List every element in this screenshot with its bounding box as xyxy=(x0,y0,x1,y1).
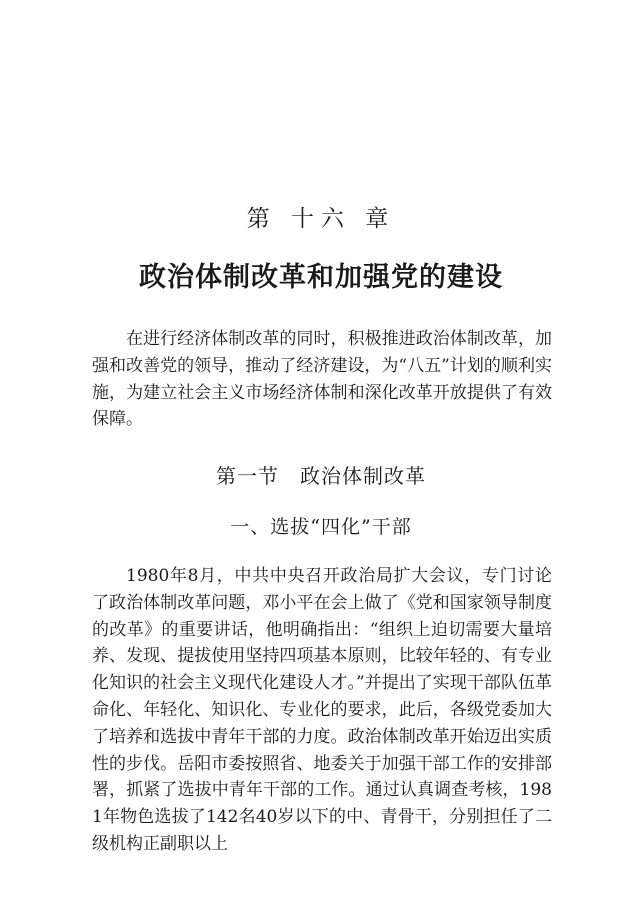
chapter-intro-paragraph: 在进行经济体制改革的同时，积极推进政治体制改革，加强和改善党的领导，推动了经济建设，为“八五”计划的顺利实施，为建立社会主义市场经济体制和深化改革开放提供了有效保障。 xyxy=(92,329,552,430)
subsection-title: 一、选拔“四化”干部 xyxy=(230,516,412,538)
chapter-title: 政治体制改革和加强党的建设 xyxy=(139,262,503,293)
section-title: 第一节 政治体制改革 xyxy=(216,464,426,488)
body-paragraph: 1980年8月，中共中央召开政治局扩大会议，专门讨论了政治体制改革问题，邓小平在会上做了《党和国家领导制度的改革》的重要讲话，他明确指出：“组织上迫切需要大量培养、发现、提拔使用坚持四项基本原则，比较年轻的、有专业化知识的社会主义现代化建设人才。”并提出了实现干部队伍革命化、年轻化、知识化、专业化的要求，此后，各级党委加大了培养和选拔中青年干部的力度。政治体制改革开始迈出实质性的步伐。岳阳市委按照省、地委关于加强干部工作的安排部署，抓紧了选拔中青年干部的工作。通过认真调查考核，1981年物色选拔了142名40岁以下的中、青骨干，分别担任了二级机构正副职以上 xyxy=(92,566,552,854)
chapter-number: 第 十六 章 xyxy=(246,206,396,232)
